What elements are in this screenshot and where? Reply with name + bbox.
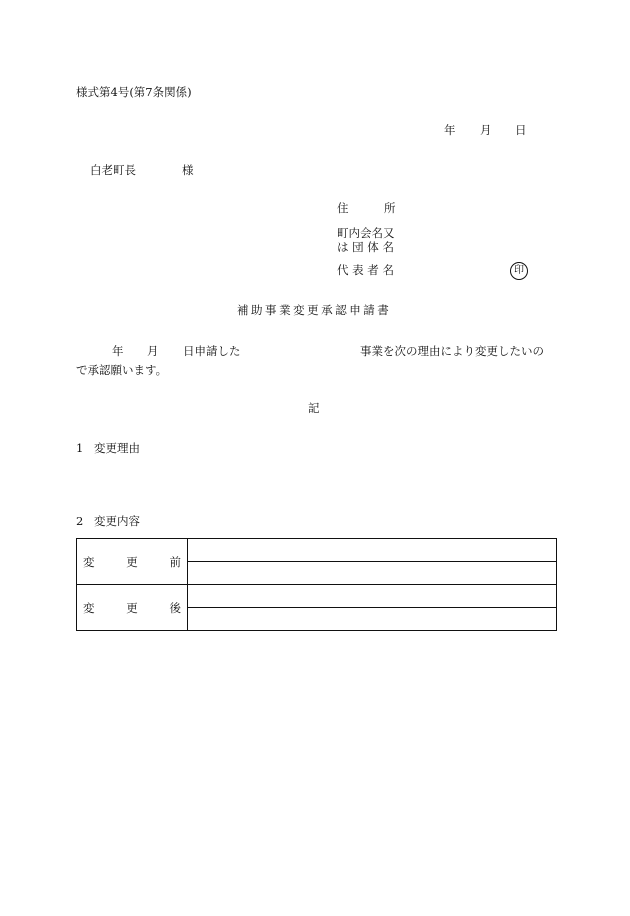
address-label-2: 所 [384, 201, 396, 215]
date-month: 月 [480, 123, 492, 137]
before-char-3: 前 [169, 554, 181, 569]
after-cell-1[interactable] [188, 585, 557, 608]
addressee-name: 白老町長 [90, 163, 136, 177]
table-row [77, 585, 557, 608]
org-label-line2: は 団 体 名 [337, 240, 394, 255]
change-table [76, 538, 557, 631]
before-cell-2[interactable] [188, 562, 557, 585]
date-day: 日 [515, 123, 527, 137]
section-2-number: 2 [76, 514, 84, 528]
before-char-1: 変 [83, 554, 95, 569]
after-char-3: 後 [169, 600, 181, 615]
body-month: 月 [147, 344, 159, 358]
body-year: 年 [112, 344, 124, 358]
section-2-title: 変更内容 [94, 514, 140, 528]
body-change-text: 事業を次の理由により変更したいの [360, 344, 544, 358]
after-char-2: 更 [126, 600, 138, 615]
document-title: 補助事業変更承認申請書 [237, 303, 392, 317]
org-label [337, 226, 395, 255]
section-1-title: 変更理由 [94, 441, 140, 455]
ki-heading: 記 [308, 401, 320, 415]
after-label [77, 585, 188, 631]
org-label-line1: 町内会名又 [337, 226, 395, 240]
seal-mark: 印 [510, 262, 528, 280]
addressee-honorific: 様 [182, 163, 194, 177]
date-year: 年 [444, 123, 456, 137]
rep-label: 代 表 者 名 [337, 263, 394, 277]
table-row [77, 539, 557, 562]
section-1-number: 1 [76, 441, 84, 455]
after-char-1: 変 [83, 600, 95, 615]
body-day-applied: 日申請した [183, 344, 241, 358]
before-char-2: 更 [126, 554, 138, 569]
address-label-1: 住 [337, 201, 349, 215]
form-number: 様式第4号(第7条関係) [76, 85, 192, 99]
after-cell-2[interactable] [188, 608, 557, 631]
before-label [77, 539, 188, 585]
body-line2: で承認願います。 [76, 363, 168, 377]
before-cell-1[interactable] [188, 539, 557, 562]
